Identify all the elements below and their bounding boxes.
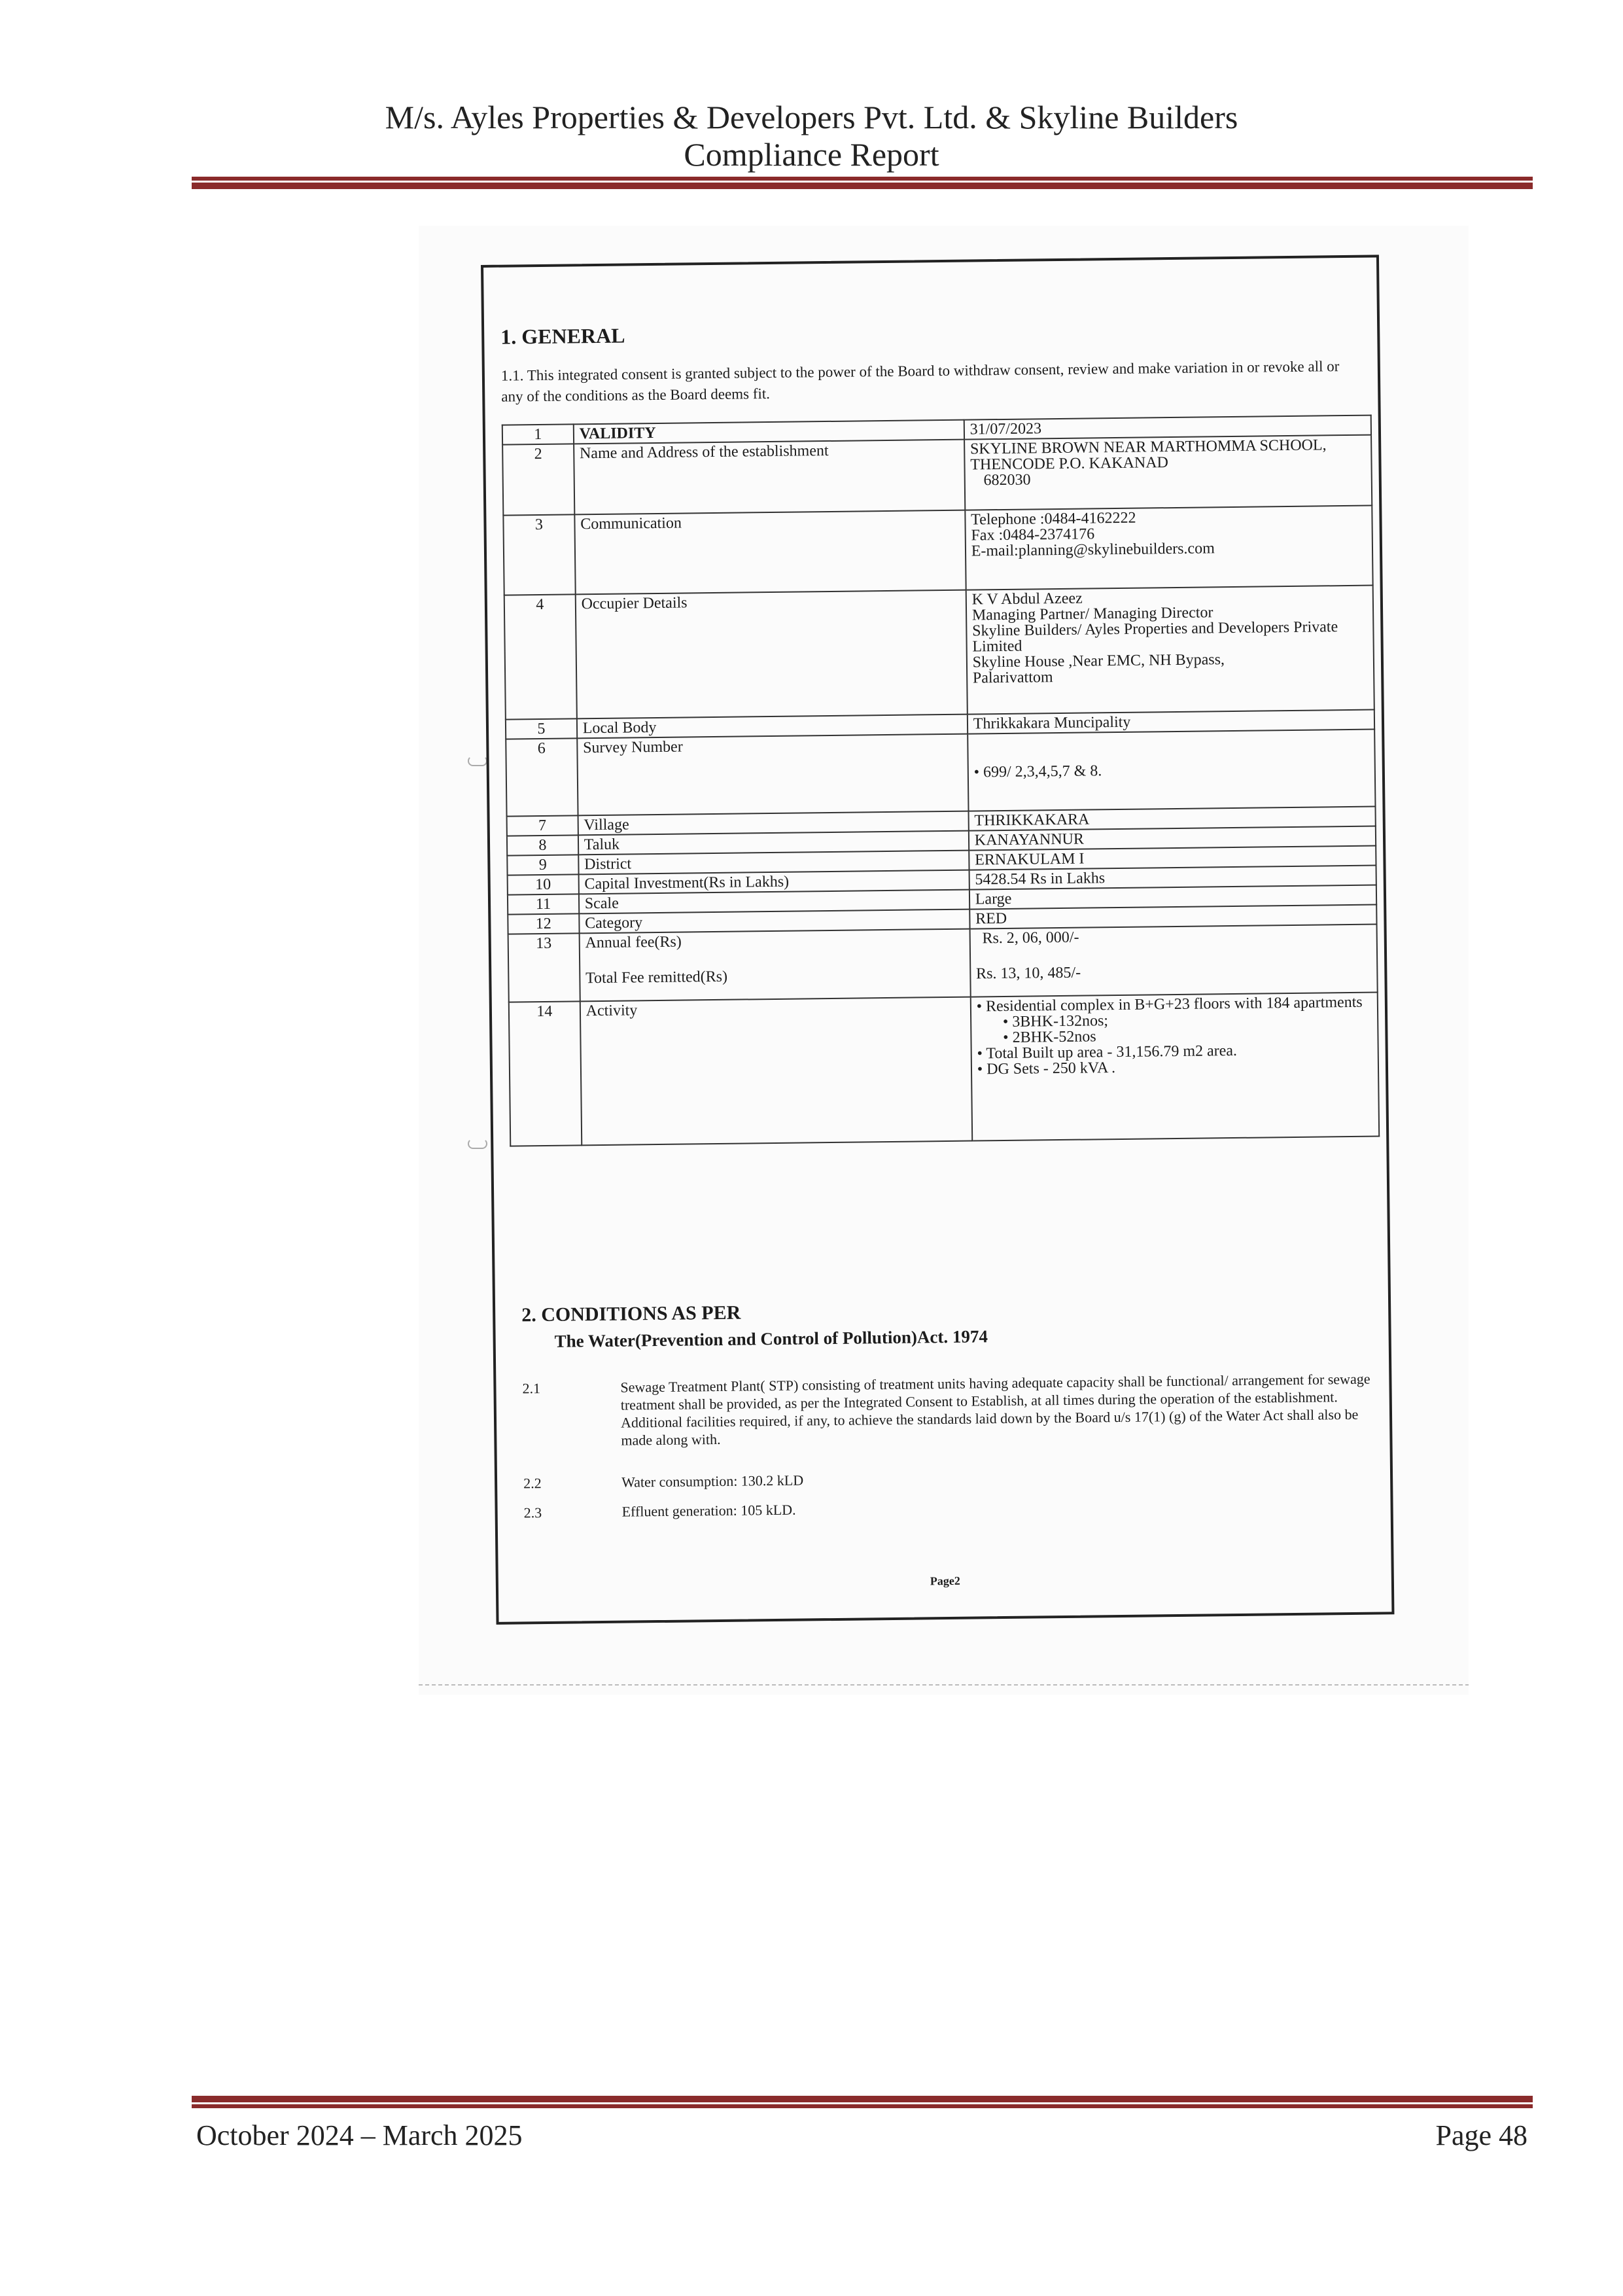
row-label: Capital Investment(Rs in Lakhs) (578, 870, 969, 894)
row-number: 13 (508, 933, 580, 1002)
fee-label-annual: Annual fee(Rs) (585, 933, 682, 952)
table-row (503, 506, 1372, 595)
row-number: 10 (508, 874, 579, 894)
value-line: E-mail:planning@skylinebuilders.com (971, 540, 1215, 560)
section-general-text: 1.1. This integrated consent is granted subject to the power of the Board to withdraw consent, review and make variation in or revoke all or any of the conditions as the Board deems fit. (500, 358, 1340, 405)
table-row (504, 586, 1374, 720)
value-line: Skyline House ,Near EMC, NH Bypass, (972, 651, 1225, 671)
fee-value-total: Rs. 13, 10, 485/- (975, 964, 1081, 983)
value-line: SKYLINE BROWN NEAR MARTHOMMA SCHOOL, (969, 436, 1327, 458)
header-title: M/s. Ayles Properties & Developers Pvt. Ltd. & Skyline Builders (385, 99, 1238, 135)
list-item: • Residential complex in B+G+23 floors with 184 apartments (976, 993, 1363, 1016)
row-label: Occupier Details (575, 590, 967, 719)
condition-text: Sewage Treatment Plant( STP) consisting of treatment units having adequate capacity shall be functional/ arrangement for sewage treatment shall be provided, as per the Integrated Consent to Establish, at all times during the operation of the establishment. Additional facilities required, if any, to achieve the standards laid down by the Board u/s 17(1) (g) of the Water Act shall also be made along with. (620, 1370, 1370, 1449)
activity-list (977, 995, 1373, 1078)
condition-text: Effluent generation: 105 kLD. (621, 1501, 796, 1520)
value-line: Large (975, 890, 1012, 908)
value-line: Thrikkakara Muncipality (973, 713, 1131, 733)
row-number: 11 (508, 894, 579, 914)
row-label: Scale (579, 890, 969, 914)
footer-rule-thin (192, 2104, 1533, 2108)
row-number: 9 (507, 855, 578, 875)
value-line: THRIKKAKARA (974, 811, 1090, 830)
scanned-document-frame (481, 255, 1394, 1624)
row-label: Village (578, 811, 968, 836)
row-value (966, 586, 1374, 715)
row-label: Name and Address of the establishment (574, 440, 965, 515)
row-number: 14 (509, 1001, 582, 1146)
header-rule-thin (192, 177, 1533, 181)
row-number: 6 (506, 738, 578, 816)
value-line: Skyline Builders/ Ayles Properties and Developers Private Limited (972, 618, 1338, 656)
value-line: K V Abdul Azeez (971, 590, 1083, 609)
row-number: 1 (502, 424, 574, 444)
value-line: KANAYANNUR (974, 830, 1085, 849)
consent-table (502, 415, 1380, 1147)
row-number: 2 (502, 444, 574, 515)
row-number: 7 (507, 815, 578, 836)
row-number: 12 (508, 913, 579, 934)
row-value (965, 506, 1373, 590)
fee-value-annual: Rs. 2, 06, 000/- (982, 928, 1079, 947)
table-row (508, 925, 1378, 1002)
value-line: Palarivattom (972, 669, 1053, 687)
footer-page-number: Page 48 (1435, 2119, 1527, 2151)
footer-rule-thick (192, 2096, 1533, 2102)
row-label: District (578, 851, 969, 875)
section-general-title: 1. GENERAL (500, 323, 625, 349)
row-value (969, 925, 1377, 997)
punch-mark (468, 1139, 487, 1149)
row-label: Activity (580, 997, 972, 1146)
section-conditions-title: 2. CONDITIONS AS PER (521, 1301, 741, 1326)
row-value (964, 435, 1372, 510)
row-value (968, 730, 1376, 811)
value-line: THENCODE P.O. KAKANAD (970, 454, 1169, 474)
scanned-page (419, 226, 1469, 1695)
row-value (971, 993, 1380, 1141)
value-line: Managing Partner/ Managing Director (971, 604, 1213, 624)
table-row (506, 730, 1375, 817)
section-conditions-subtitle: The Water(Prevention and Control of Pollution)Act. 1974 (554, 1326, 988, 1351)
row-label: Taluk (578, 831, 969, 855)
header-subtitle: Compliance Report (684, 136, 939, 173)
row-label: Local Body (577, 715, 968, 739)
row-label: Communication (574, 510, 966, 595)
value-line: RED (975, 910, 1007, 928)
row-label: VALIDITY (574, 420, 964, 444)
value-line: Fax :0484-2374176 (971, 525, 1095, 544)
condition-number: 2.2 (523, 1475, 542, 1492)
row-number: 5 (506, 718, 577, 739)
condition-number: 2.3 (523, 1504, 542, 1521)
value-line: ERNAKULAM I (974, 850, 1085, 869)
value-line: Telephone :0484-4162222 (971, 509, 1136, 529)
condition-number: 2.1 (522, 1380, 541, 1397)
list-item: • DG Sets - 250 kVA . (977, 1059, 1116, 1078)
condition-text: Water consumption: 130.2 kLD (621, 1472, 804, 1491)
row-label: Survey Number (577, 734, 968, 816)
list-item: • 3BHK-132nos; (1002, 1012, 1109, 1031)
fee-label-total: Total Fee remitted(Rs) (585, 968, 728, 987)
row-label: Category (579, 910, 969, 934)
punch-mark (468, 756, 487, 766)
row-number: 4 (504, 594, 577, 719)
row-label (579, 929, 970, 1002)
table-row (509, 993, 1379, 1146)
value-line: • 699/ 2,3,4,5,7 & 8. (973, 762, 1102, 781)
list-item: • Total Built up area - 31,156.79 m2 area. (977, 1042, 1238, 1063)
row-number: 8 (507, 835, 578, 855)
value-line: 31/07/2023 (969, 420, 1042, 438)
list-item: • 2BHK-52nos (1003, 1028, 1096, 1047)
scan-edge-line (419, 1684, 1469, 1686)
scan-page-label: Page2 (930, 1574, 960, 1588)
header-rule-thick (192, 183, 1533, 189)
footer-period: October 2024 – March 2025 (196, 2119, 523, 2151)
table-row (502, 435, 1372, 516)
row-number: 3 (503, 514, 575, 595)
value-line: 5428.54 Rs in Lakhs (975, 870, 1106, 889)
value-line: 682030 (983, 471, 1031, 489)
